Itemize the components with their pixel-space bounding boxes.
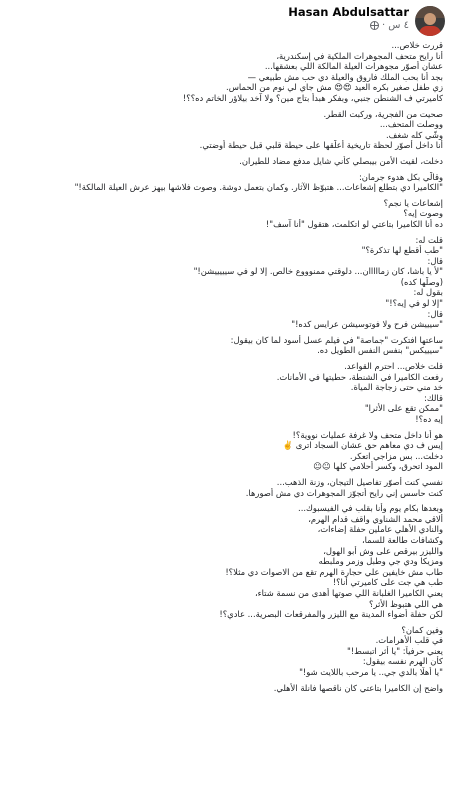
post-text-line: إشعاعات يا نجم؟ xyxy=(383,197,443,208)
post-paragraph xyxy=(10,235,443,330)
globe-icon[interactable] xyxy=(370,21,379,30)
post-text-line: المود اتحرق، وكسر أحلامي كلها 😐😐 xyxy=(313,461,443,472)
post-text-line: طاب مش خايفين علي حجارة الهرم تقع من الاصوات دي مثلا؟! xyxy=(225,566,443,577)
post-text-line: لكن حفلة أضواء المدينة مع الليزر والمفرقعات البصرية... عادي؟! xyxy=(219,609,443,620)
post-text-line: ووصلت المتحف... xyxy=(379,119,443,130)
post-paragraph xyxy=(10,361,443,425)
post-text-line: ساعتها افتكرت "جماصة" في فيلم عسل أسود لما كان بيقول: xyxy=(230,334,443,345)
post-text-line: في قلب الأهرامات. xyxy=(375,635,443,646)
post-meta xyxy=(370,20,409,31)
post-paragraph xyxy=(10,109,443,151)
post-text-line: عشان أصوّر مجوهرات العيلة المالكة اللي بعشقها... xyxy=(264,61,443,72)
post-text-line: إيس ف دي معاهم حق عشان السجاد اترى ✌️ xyxy=(282,440,443,451)
post-text-line: نفسي كنت أصوّر تفاصيل التيجان، وزنة الذهب... xyxy=(276,476,443,487)
post-text-line: "يا أهلًا بالدي جي.. يا مرحب باللايت شو!" xyxy=(299,667,443,678)
post-text-line: وشّي كله شغف. xyxy=(385,129,443,140)
post-paragraph xyxy=(10,683,443,694)
post-text-line: وبعدها بكام يوم وأنا بقلب في الفيسبوك... xyxy=(298,503,443,514)
post-text-line: وصوت إيه؟ xyxy=(403,208,443,219)
post-text-line: "ممكن تقع على الأثرا" xyxy=(364,403,443,414)
post-text-line: أنا داخل أصوّر لحظة تاريخية أعلّقها على حيطة قلبي قبل حيطة أوضتي. xyxy=(199,140,443,151)
post-paragraph xyxy=(10,430,443,472)
post-paragraph xyxy=(10,172,443,193)
post-text-line: هو أنا داخل متحف ولا غرفة عمليات نووية؟! xyxy=(292,429,443,440)
post-text-line: زي طفل صغير بكره العيد 😍😍 مش جاي لي نوم من الحماس. xyxy=(226,82,443,93)
post-text-line: صحيت من الفجرية، وركبت القطر. xyxy=(323,108,443,119)
post-paragraph xyxy=(10,625,443,678)
post-text-line: طب هي جت على كاميرتي أنا؟! xyxy=(332,577,443,588)
post-header xyxy=(0,0,453,38)
post-text-line: وقالّي بكل هدوء جرمان: xyxy=(358,171,443,182)
post-text-line: هي اللي هتبوظ الأثر؟ xyxy=(368,598,443,609)
post-paragraph xyxy=(10,335,443,356)
author-name[interactable]: Hasan Abdulsattar xyxy=(288,5,409,19)
post-text-line: قلت له: xyxy=(415,234,443,245)
post-text-line: قال: xyxy=(427,255,443,266)
post-paragraph xyxy=(10,503,443,620)
post-paragraph xyxy=(10,156,443,167)
post-text-line: بجد أنا بحب الملك فاروق والعيلة دي حب مش طبيعي — xyxy=(247,71,443,82)
post-text-line: والليزر بيرقص على وش أبو الهول، xyxy=(323,545,443,556)
post-text-line: كاميرتي ف الشنطن جنبي، وبفكر هبدأ بتاج مين؟ ولا آخد بيلاؤر الخاتم ده؟؟! xyxy=(182,92,443,103)
post-text-line: "إلا لو في إيه؟!" xyxy=(385,298,443,309)
post-text-line: إيه ده؟! xyxy=(415,414,443,424)
post-text-line: قلت خلاص... احترم القواعد. xyxy=(344,361,443,372)
post-text-line: رفعت الكاميرا في الشنطة، حطيتها في الأمانات. xyxy=(276,371,443,382)
post-text-line: "الكاميرا دي بتطلع إشعاعات... هتبوّظ الآثار. وكمان بتعمل دوشة. وصوت فلاشها بيهز عرش العيلة المالكة!" xyxy=(74,182,443,193)
post-text-line: خد مني حتى زجاجة المياة. xyxy=(350,382,443,393)
post-text-line: وفين كمان؟ xyxy=(401,624,443,635)
post-text-line: وكشافات طالعة للسما، xyxy=(361,534,443,545)
post-text-line: كأن الهرم نفسه بيقول: xyxy=(362,656,443,667)
post-text-line: بقول له: xyxy=(413,287,443,298)
post-paragraph xyxy=(10,40,443,104)
post-text-line: دخلت، لقيت الأمن بيبصلي كأني شايل مدفع مضاد للطيران. xyxy=(239,155,443,166)
post-text-line: ومزيكا ودي جي وطبل وزمر وملبطه xyxy=(318,556,443,567)
post-text-line: قالك: xyxy=(424,392,443,403)
post-text-line: ده أنا الكاميرا بتاعتي لو اتكلمت، هتقول "أنا آسف"! xyxy=(265,218,443,229)
author-avatar[interactable] xyxy=(415,6,445,36)
post-text-line: يعني الكاميرا الغلبانة اللي صوتها أهدى من نسمة شتاء، xyxy=(254,587,443,598)
post-time[interactable]: ٤ س xyxy=(388,20,409,31)
post-text-line: (وصلّها كده) xyxy=(400,276,443,287)
post-text-line: قال: xyxy=(427,308,443,319)
post-text-line: يعني حرفياً: "يا أثر اتبسط!" xyxy=(346,645,443,656)
post-text-line: "طب أقطع لها تذكرة؟" xyxy=(361,245,443,256)
post-text-line: ألاقي محمد الشناوي واقف قدام الهرم، xyxy=(308,513,443,524)
post-text-line: كنت حاسس إني رايح أتجوّز المجوهرات دي مش أصورها. xyxy=(245,487,443,498)
post-text-line: دخلت... بس مزاجي اتعكر. xyxy=(349,450,443,461)
post-paragraph xyxy=(10,198,443,230)
post-text-line: "سيييكس" بنفس النفس الطويل ده. xyxy=(317,345,443,356)
meta-separator: · xyxy=(382,20,386,31)
post-text-line: واضح إن الكاميرا بتاعتي كان ناقصها فانلة الأهلي. xyxy=(273,682,443,693)
post-text-line: قررت خلاص... xyxy=(391,40,443,50)
post-text-line: أنا رايح متحف المجوهرات الملكية في إسكندرية، xyxy=(276,50,443,61)
post-text-line: والنادي الأهلي عاملين حفلة إضاءات، xyxy=(317,524,443,535)
post-text-line: "سيييشن فرح ولا فوتوسيشن عرايس كده!" xyxy=(291,319,443,330)
post-paragraph xyxy=(10,477,443,498)
post-text-line: "لأ يا باشا، كان زمااااان... دلوقتي ممنوووع خالص. إلا لو في سيييييشن!" xyxy=(193,266,443,277)
post-body xyxy=(10,40,443,693)
